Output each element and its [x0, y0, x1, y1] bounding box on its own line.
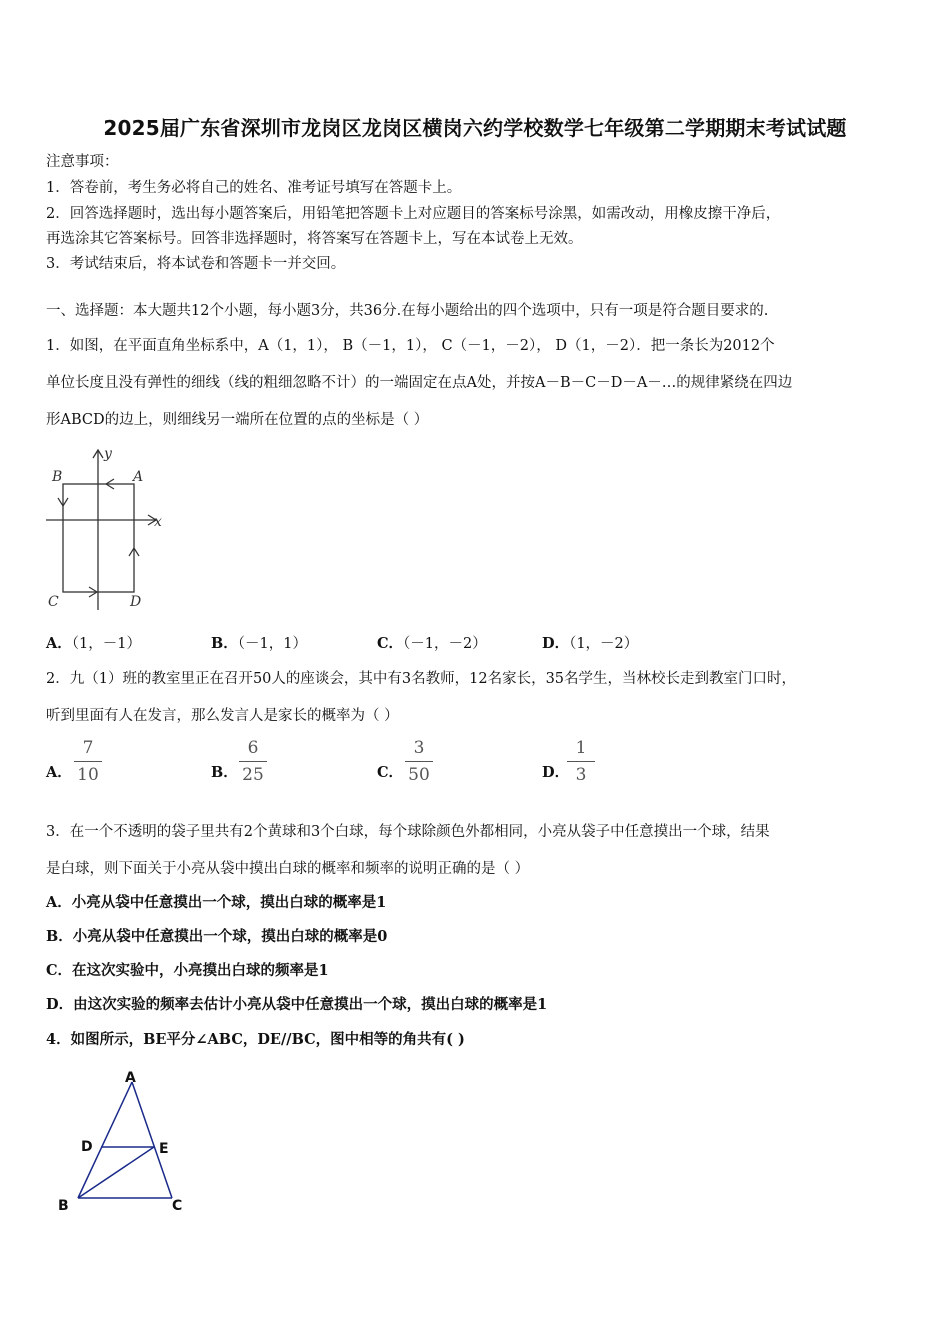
section-heading: 一、选择题：本大题共12个小题，每小题3分，共36分.在每小题给出的四个选项中，只有一项是符合题目要求的. — [46, 303, 769, 319]
q2-option-c-fraction: 3 50 — [399, 737, 439, 786]
q3-option-d: D．由这次实验的频率去估计小亮从袋中任意摸出一个球，摸出白球的概率是1 — [46, 996, 548, 1013]
q4-text: 4．如图所示，BE平分∠ABC，DE//BC，图中相等的角共有( ) — [46, 1031, 465, 1048]
q2-option-d-fraction: 1 3 — [561, 737, 601, 786]
q3-text: 是白球，则下面关于小亮从袋中摸出白球的概率和频率的说明正确的是（ ） — [46, 861, 530, 877]
q1-option-d: D．（1，－2） — [542, 635, 639, 652]
figure-label-y: y — [104, 446, 112, 462]
figure-label-d: D — [81, 1139, 93, 1155]
q2-text: 听到里面有人在发言，那么发言人是家长的概率为（ ） — [46, 708, 399, 724]
q2-option-c-letter: C． — [377, 764, 404, 781]
figure-label-a: A — [133, 469, 144, 485]
figure-label-x: x — [154, 514, 162, 530]
q1-coordinate-figure — [44, 446, 170, 614]
q1-option-b: B．（－1，1） — [211, 635, 307, 652]
notice-item: 再选涂其它答案标号。回答非选择题时，将答案写在答题卡上，写在本试卷上无效。 — [46, 231, 583, 247]
figure-label-b: B — [58, 1198, 69, 1214]
page-title: 2025届广东省深圳市龙岗区龙岗区横岗六约学校数学七年级第二学期期末考试试题 — [103, 116, 847, 140]
figure-label-a: A — [125, 1070, 136, 1086]
q2-option-b-letter: B． — [211, 764, 238, 781]
q2-option-a-fraction: 7 10 — [68, 737, 108, 786]
figure-label-c: C — [172, 1198, 183, 1214]
q3-option-c: C．在这次实验中，小亮摸出白球的频率是1 — [46, 962, 329, 979]
q1-option-a: A．（1，－1） — [46, 635, 141, 652]
q2-option-b-fraction: 6 25 — [233, 737, 273, 786]
q3-option-b: B．小亮从袋中任意摸出一个球，摸出白球的概率是0 — [46, 928, 388, 945]
q1-text: 形ABCD的边上，则细线另一端所在位置的点的坐标是（ ） — [46, 412, 429, 428]
notice-item: 2．回答选择题时，选出每小题答案后，用铅笔把答题卡上对应题目的答案标号涂黑，如需改动，用橡皮擦干净后， — [46, 206, 781, 222]
q2-option-a-letter: A． — [46, 764, 72, 781]
figure-label-d: D — [130, 594, 142, 610]
q3-text: 3．在一个不透明的袋子里共有2个黄球和3个白球，每个球除颜色外都相同，小亮从袋子中任意摸出一个球，结果 — [46, 824, 770, 840]
notice-item: 1．答卷前，考生务必将自己的姓名、准考证号填写在答题卡上。 — [46, 180, 462, 196]
notice-item: 3．考试结束后，将本试卷和答题卡一并交回。 — [46, 256, 346, 272]
q1-option-c: C．（－1，－2） — [377, 635, 487, 652]
figure-label-e: E — [159, 1141, 169, 1157]
q1-text: 单位长度且没有弹性的细线（线的粗细忽略不计）的一端固定在点A处，并按A－B－C－D－A－…的规律紧绕在四边 — [46, 375, 793, 391]
q3-option-a: A．小亮从袋中任意摸出一个球，摸出白球的概率是1 — [46, 894, 387, 911]
q2-text: 2．九（1）班的教室里正在召开50人的座谈会，其中有3名教师，12名家长，35名学生，当林校长走到教室门口时， — [46, 671, 797, 687]
q2-option-d-letter: D． — [542, 764, 570, 781]
q4-triangle-figure — [50, 1070, 200, 1218]
figure-label-b: B — [52, 469, 63, 485]
notice-heading: 注意事项： — [46, 154, 119, 170]
figure-label-c: C — [48, 594, 59, 610]
q1-text: 1．如图，在平面直角坐标系中，A（1，1）， B（－1，1）， C（－1，－2）， D（1，－2）．把一条长为2012个 — [46, 338, 775, 354]
